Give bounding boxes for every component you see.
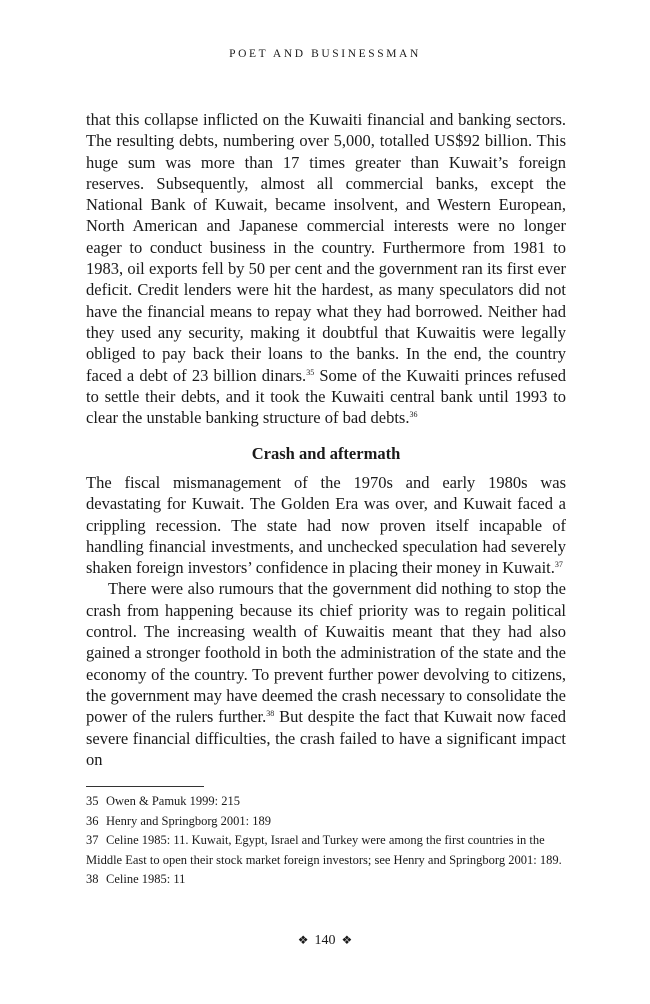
paragraph-text: But despite the fact that Kuwait now faced severe financial difficulties, the crash failed to have a significant impact on xyxy=(86,707,567,769)
footnote-ref-38[interactable]: 38 xyxy=(266,709,275,719)
paragraph-text: that this collapse inflicted on the Kuwaiti financial and banking sectors. The resulting debts, numbering over 5,000, totalled US$92 billion. This huge sum was more than 17 times greater than Kuwait’s foreign reserves. Subsequently, almost all commercial banks, except the National Bank of Kuwait, became insolvent, and Western European, North American and Japanese commercial interests were no longer eager to conduct business in the country. Furthermore from 1981 to 1983, oil exports fell by 50 per cent and the government ran its first ever deficit. Credit lenders were hit the hardest, as many speculators did not have the financial means to repay what they had borrowed. Neither had they used any security, making it doubtful that Kuwaitis were legally obliged to pay back their loans to the banks. In the end, the country faced a debt of 23 billion dinars. xyxy=(86,110,566,385)
footnote-text: Celine 1985: 11. Kuwait, Egypt, Israel and Turkey were among the first countries in the Middle East to open their stock market foreign investors; see Henry and Springborg 2001: 189. xyxy=(86,833,562,867)
footnote-number: 35 xyxy=(86,794,99,808)
footnotes xyxy=(86,792,566,890)
paragraph-text: Some of the Kuwaiti princes refused to settle their debts, and it took the Kuwaiti central bank until 1993 to clear the unstable banking structure of bad debts. xyxy=(86,365,566,428)
body-paragraph-3 xyxy=(86,578,566,770)
body-paragraph-2 xyxy=(86,472,566,578)
footnote-ref-35[interactable]: 35 xyxy=(306,367,315,377)
page-folio xyxy=(0,933,650,949)
footnote-text: Celine 1985: 11 xyxy=(106,872,186,886)
footnote-text: Henry and Springborg 2001: 189 xyxy=(106,813,272,828)
footnote-38 xyxy=(86,870,566,890)
page-number: 140 xyxy=(314,933,336,948)
footnote-rule xyxy=(86,786,204,787)
footnote-ref-37[interactable]: 37 xyxy=(554,560,563,570)
footnote-number: 36 xyxy=(86,813,99,828)
running-head: POET AND BUSINESSMAN xyxy=(229,48,421,60)
body-paragraph-1 xyxy=(86,109,566,428)
ornament-icon: ❖ xyxy=(297,933,309,947)
footnote-number: 38 xyxy=(86,872,99,886)
footnote-number: 37 xyxy=(86,833,99,847)
footnote-text: Owen & Pamuk 1999: 215 xyxy=(106,794,241,808)
footnote-35 xyxy=(86,792,566,812)
footnote-ref-36[interactable]: 36 xyxy=(409,410,418,420)
footnote-37 xyxy=(86,831,566,870)
footnote-36 xyxy=(86,812,566,832)
section-heading: Crash and aftermath xyxy=(251,444,401,463)
paragraph-text: There were also rumours that the government did nothing to stop the crash from happening because its chief priority was to regain political control. The increasing wealth of Kuwaitis meant that they had also gained a stronger foothold in both the administration of the state and the economy of the country. To prevent further power devolving to citizens, the government may have deemed the crash necessary to consolidate the power of the rulers further. xyxy=(86,579,566,727)
body-section-crash xyxy=(86,472,566,770)
ornament-icon: ❖ xyxy=(341,933,353,947)
paragraph-text: The fiscal mismanagement of the 1970s and early 1980s was devastating for Kuwait. The Golden Era was over, and Kuwait faced a crippling recession. The state had now proven itself incapable of handling financial investments, and unchecked speculation had severely shaken foreign investors’ confidence in placing their money in Kuwait. xyxy=(86,473,566,578)
